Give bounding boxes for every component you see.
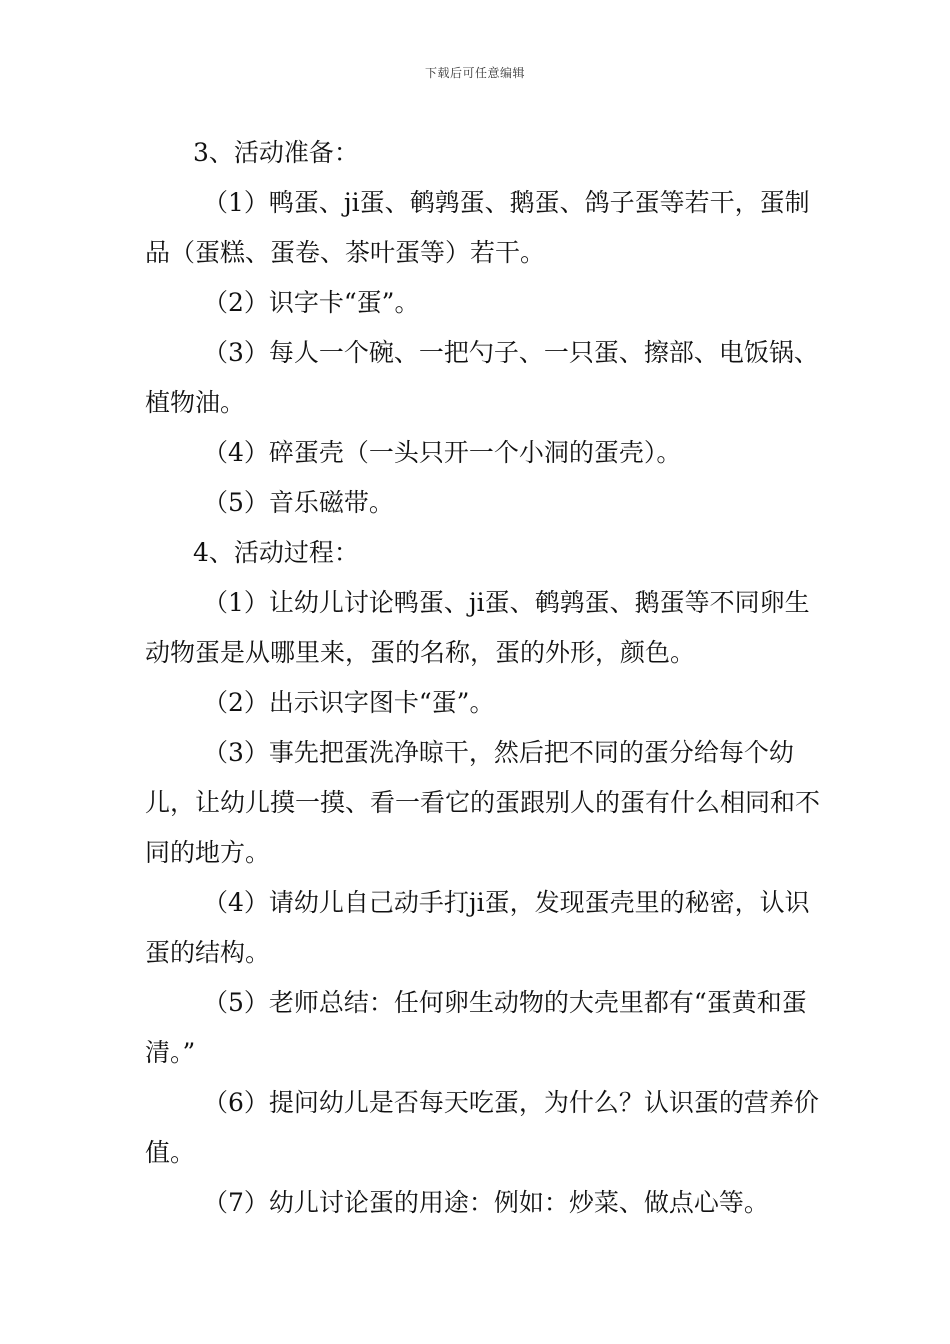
process-item-4: （4）请幼儿自己动手打ji蛋，发现蛋壳里的秘密，认识蛋的结构。 bbox=[145, 888, 810, 967]
preparation-item-4: （4）碎蛋壳（一头只开一个小洞的蛋壳）。 bbox=[203, 438, 682, 467]
section-heading-process: 4、活动过程： bbox=[193, 538, 359, 567]
preparation-item-1: （1）鸭蛋、ji蛋、鹌鹑蛋、鹅蛋、鸽子蛋等若干，蛋制品（蛋糕、蛋卷、茶叶蛋等）若干。 bbox=[145, 188, 810, 267]
process-item-3: （3）事先把蛋洗净晾干，然后把不同的蛋分给每个幼儿，让幼儿摸一摸、看一看它的蛋跟别人的蛋有什么相同和不同的地方。 bbox=[145, 738, 821, 867]
section-heading-preparation: 3、活动准备： bbox=[193, 138, 359, 167]
process-item-6: （6）提问幼儿是否每天吃蛋，为什么？认识蛋的营养价值。 bbox=[145, 1088, 819, 1167]
process-item-2: （2）出示识字图卡“蛋”。 bbox=[203, 688, 495, 717]
preparation-item-2: （2）识字卡“蛋”。 bbox=[203, 288, 420, 317]
preparation-item-5: （5）音乐磁带。 bbox=[203, 488, 394, 517]
document-body bbox=[145, 128, 825, 1228]
process-item-1: （1）让幼儿讨论鸭蛋、ji蛋、鹌鹑蛋、鹅蛋等不同卵生动物蛋是从哪里来，蛋的名称，蛋的外形，颜色。 bbox=[145, 588, 810, 667]
process-item-5: （5）老师总结：任何卵生动物的大壳里都有“蛋黄和蛋清。” bbox=[145, 988, 807, 1067]
process-item-7: （7）幼儿讨论蛋的用途：例如：炒菜、做点心等。 bbox=[203, 1188, 769, 1217]
preparation-item-3: （3）每人一个碗、一把勺子、一只蛋、擦部、电饭锅、植物油。 bbox=[145, 338, 819, 417]
page-header-note: 下载后可任意编辑 bbox=[424, 66, 525, 80]
